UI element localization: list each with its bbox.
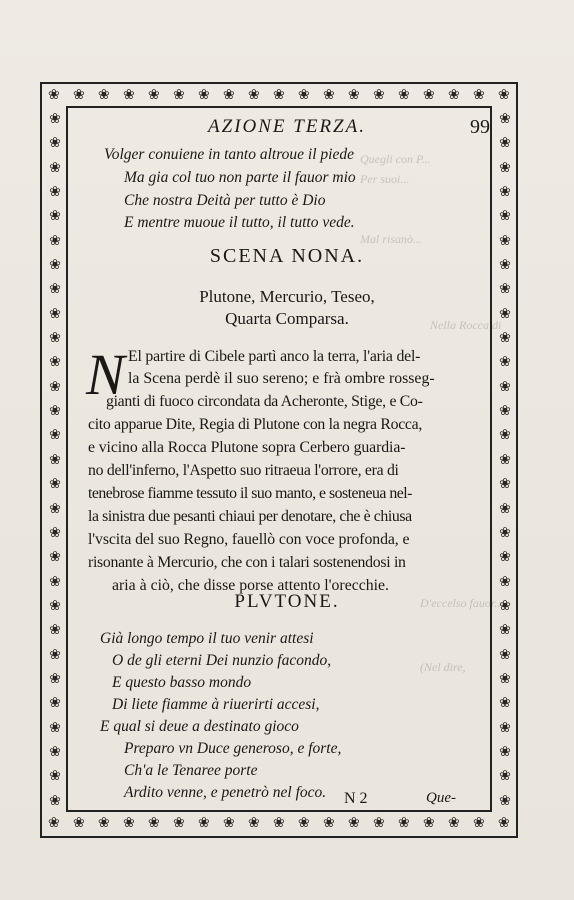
ornament-flower-icon: ❀ [499,622,511,639]
ornament-column-left [46,112,64,808]
ornament-flower-icon: ❀ [49,573,61,590]
page-number: 99 [470,116,490,138]
catchword: Que- [426,790,456,806]
ornament-flower-icon: ❀ [423,87,435,103]
ornament-flower-icon: ❀ [49,257,61,274]
speech-line: O de gli eterni Dei nunzio facondo, [112,652,332,669]
ornament-flower-icon: ❀ [49,719,61,736]
ornament-flower-icon: ❀ [499,111,511,127]
prose-line: cito apparue Dite, Regia di Plutone con la negra Rocca, [88,416,422,433]
ornament-flower-icon: ❀ [499,476,511,493]
ornament-flower-icon: ❀ [498,87,510,103]
ornament-flower-icon: ❀ [49,135,61,152]
ornament-flower-icon: ❀ [49,524,61,541]
speech-line: Già longo tempo il tuo venir attesi [100,630,314,647]
ornament-flower-icon: ❀ [499,330,511,347]
ornament-flower-icon: ❀ [499,768,511,785]
ornament-flower-icon: ❀ [373,87,385,103]
ornament-flower-icon: ❀ [49,403,61,420]
prose-line: no dell'inferno, l'Aspetto suo ritraeua l'orrore, era di [88,462,399,479]
ornament-flower-icon: ❀ [298,87,310,103]
prose-line: risonante à Mercurio, che con i talari sostenendosi in [88,554,406,571]
ornament-flower-icon: ❀ [148,87,160,103]
ornament-flower-icon: ❀ [49,184,61,201]
ornament-flower-icon: ❀ [448,815,460,831]
ornament-flower-icon: ❀ [49,305,61,322]
characters-line: Plutone, Mercurio, Teseo, [199,287,375,306]
ornament-flower-icon: ❀ [49,330,61,347]
ornament-flower-icon: ❀ [499,695,511,712]
ornament-flower-icon: ❀ [98,815,110,831]
ornament-flower-icon: ❀ [49,792,61,809]
ornament-flower-icon: ❀ [499,670,511,687]
ornament-flower-icon: ❀ [499,573,511,590]
ornament-flower-icon: ❀ [49,695,61,712]
ornament-flower-icon: ❀ [98,87,110,103]
ornament-flower-icon: ❀ [499,159,511,176]
ornament-flower-icon: ❀ [499,500,511,517]
ornament-flower-icon: ❀ [499,257,511,274]
ornament-flower-icon: ❀ [49,232,61,249]
prose-line: gianti di fuoco circondata da Acheronte, Stige, e Co- [106,393,423,410]
ornament-flower-icon: ❀ [49,111,61,127]
ornament-flower-icon: ❀ [499,232,511,249]
ornament-flower-icon: ❀ [499,597,511,614]
speech-line: E qual si deue a destinato gioco [100,718,299,735]
prose-line: aria à ciò, che disse porse attento l'orecchie. [112,577,389,594]
ornament-flower-icon: ❀ [499,549,511,566]
ornament-flower-icon: ❀ [499,646,511,663]
ornament-flower-icon: ❀ [198,87,210,103]
ornament-flower-icon: ❀ [48,87,60,103]
verse-line: Ma gia col tuo non parte il fauor mio [124,169,356,186]
ornament-flower-icon: ❀ [49,597,61,614]
speech-line: Ch'a le Tenaree porte [124,762,258,779]
ornament-flower-icon: ❀ [198,815,210,831]
verse-line: Che nostra Deità per tutto è Dio [124,192,326,209]
ornament-flower-icon: ❀ [49,768,61,785]
bleed-through-text: Per suoi... [360,172,410,186]
ornament-column-right [496,112,514,808]
ornament-flower-icon: ❀ [499,354,511,371]
speech-line: E questo basso mondo [112,674,252,691]
ornament-flower-icon: ❀ [373,815,385,831]
prose-line: e vicino alla Rocca Plutone sopra Cerbero guardia- [88,439,406,456]
prose-line: la Scena perdè il suo sereno; e frà ombre rosseg- [128,370,435,387]
ornament-flower-icon: ❀ [498,815,510,831]
ornament-flower-icon: ❀ [223,815,235,831]
ornament-flower-icon: ❀ [148,815,160,831]
ornament-flower-icon: ❀ [398,815,410,831]
signature-mark: N 2 [344,790,368,807]
ornament-flower-icon: ❀ [348,87,360,103]
ornament-flower-icon: ❀ [499,378,511,395]
bleed-through-text: Quegli con P... [360,152,431,166]
ornament-flower-icon: ❀ [173,815,185,831]
ornament-flower-icon: ❀ [123,815,135,831]
bleed-through-text: (Nel dire, [420,660,466,674]
ornament-flower-icon: ❀ [398,87,410,103]
speaker-heading: PLVTONE. [234,591,340,612]
ornament-flower-icon: ❀ [473,815,485,831]
ornament-flower-icon: ❀ [423,815,435,831]
ornament-flower-icon: ❀ [348,815,360,831]
ornament-flower-icon: ❀ [499,792,511,809]
ornament-flower-icon: ❀ [448,87,460,103]
ornament-row-bottom [48,816,510,830]
ornament-flower-icon: ❀ [49,476,61,493]
ornament-flower-icon: ❀ [473,87,485,103]
running-head: AZIONE TERZA. [208,116,366,137]
ornament-flower-icon: ❀ [223,87,235,103]
ornament-flower-icon: ❀ [499,451,511,468]
ornament-flower-icon: ❀ [499,135,511,152]
ornament-flower-icon: ❀ [323,87,335,103]
ornament-flower-icon: ❀ [499,403,511,420]
ornament-flower-icon: ❀ [273,815,285,831]
ornament-row-top [48,88,510,102]
ornament-flower-icon: ❀ [49,378,61,395]
ornament-flower-icon: ❀ [49,354,61,371]
ornament-flower-icon: ❀ [298,815,310,831]
ornament-flower-icon: ❀ [49,622,61,639]
speech-line: Preparo vn Duce generoso, e forte, [124,740,342,757]
bleed-through-text: Mal risanò... [360,232,423,246]
ornament-flower-icon: ❀ [49,159,61,176]
ornament-flower-icon: ❀ [73,87,85,103]
ornament-flower-icon: ❀ [248,87,260,103]
ornament-flower-icon: ❀ [499,208,511,225]
ornament-flower-icon: ❀ [173,87,185,103]
ornament-flower-icon: ❀ [49,646,61,663]
ornament-flower-icon: ❀ [49,281,61,298]
ornament-flower-icon: ❀ [123,87,135,103]
ornament-flower-icon: ❀ [323,815,335,831]
characters-line: Quarta Comparsa. [225,309,349,328]
speech-line: Ardito venne, e penetrò nel foco. [124,784,327,801]
ornament-flower-icon: ❀ [48,815,60,831]
ornament-flower-icon: ❀ [49,208,61,225]
bleed-through-text: Nella Rocca di [430,318,502,332]
ornament-flower-icon: ❀ [499,184,511,201]
ornament-flower-icon: ❀ [49,549,61,566]
bleed-through-text: D'eccelso fauor... [420,596,504,610]
ornament-flower-icon: ❀ [49,743,61,760]
drop-cap: N [86,342,125,407]
ornament-flower-icon: ❀ [49,670,61,687]
ornament-flower-icon: ❀ [273,87,285,103]
ornament-flower-icon: ❀ [49,451,61,468]
ornament-flower-icon: ❀ [499,743,511,760]
prose-line: l'vscita del suo Regno, fauellò con voce profonda, e [88,531,410,548]
ornament-flower-icon: ❀ [73,815,85,831]
ornament-flower-icon: ❀ [49,427,61,444]
prose-line: El partire di Cibele partì anco la terra, l'aria del- [128,348,421,365]
ornament-flower-icon: ❀ [248,815,260,831]
ornament-flower-icon: ❀ [499,281,511,298]
scene-heading: SCENA NONA. [209,245,365,267]
ornament-flower-icon: ❀ [499,427,511,444]
verse-line: Volger conuiene in tanto altroue il piede [104,146,354,163]
verse-line: E mentre muoue il tutto, il tutto vede. [124,214,355,231]
ornament-flower-icon: ❀ [499,524,511,541]
ornament-flower-icon: ❀ [49,500,61,517]
prose-line: tenebrose fiamme tessuto il suo manto, e sosteneua nel- [88,485,412,502]
ornament-flower-icon: ❀ [499,305,511,322]
ornament-flower-icon: ❀ [499,719,511,736]
prose-line: la sinistra due pesanti chiaui per denotare, che è chiusa [88,508,412,525]
speech-line: Di liete fiamme à riuerirti accesi, [112,696,320,713]
